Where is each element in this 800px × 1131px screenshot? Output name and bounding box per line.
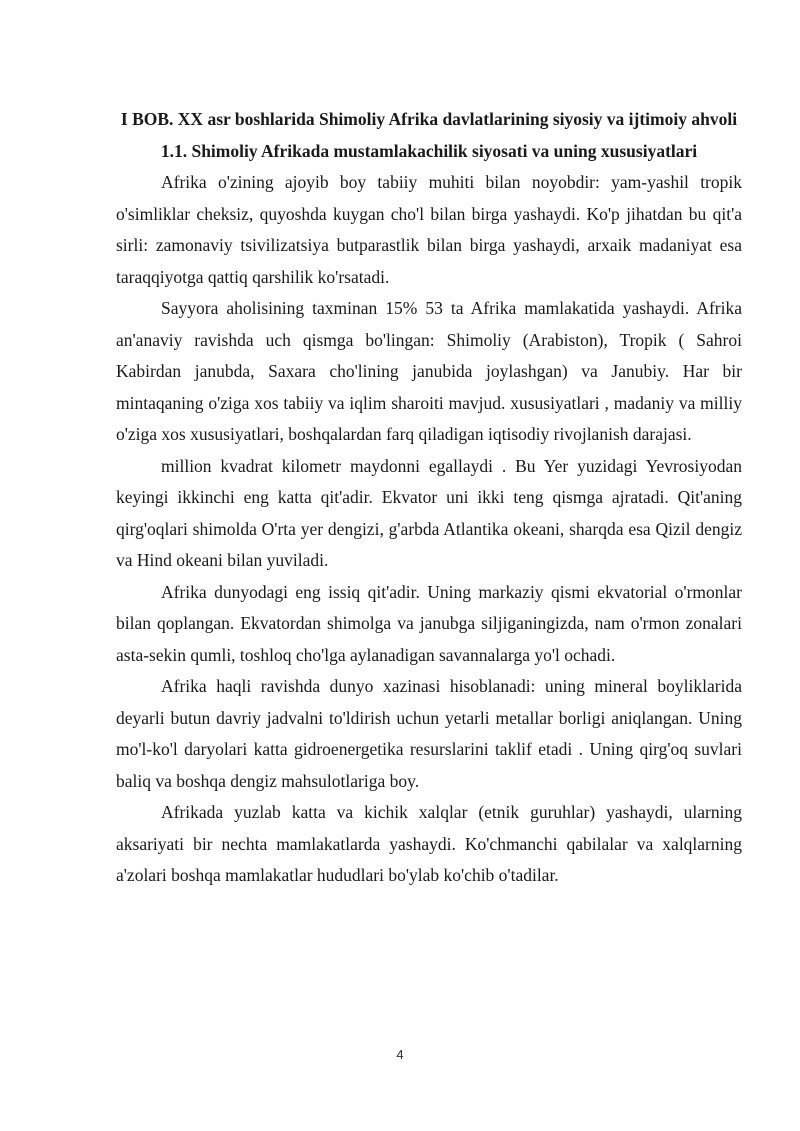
paragraph: million kvadrat kilometr maydonni egallaydi . Bu Yer yuzidagi Yevrosiyodan keyingi ikkinchi eng katta qit'adir. Ekvator uni ikki teng qismga ajratadi. Qit'aning qirg'oqlari shimolda O'rta yer dengizi, g'arbda Atlantika okeani, sharqda esa Qizil dengiz va Hind okeani bilan yuviladi.: [116, 455, 742, 570]
section-title: 1.1. Shimoliy Afrikada mustamlakachilik siyosati va uning xususiyatlari: [160, 140, 698, 161]
paragraph: Sayyora aholisining taxminan 15% 53 ta Afrika mamlakatida yashaydi. Afrika an'anaviy ravishda uch qismga bo'lingan: Shimoliy (Arabiston), Tropik ( Sahroi Kabirdan janubda, Saxara cho'lining janubida joylashgan) va Janubiy. Har bir mintaqaning o'ziga xos tabiiy va iqlim sharoiti mavjud. xususiyatlari , madaniy va milliy o'ziga xos xususiyatlari, boshqalardan farq qiladigan iqtisodiy rivojlanish darajasi.: [116, 298, 742, 444]
page-number: 4: [396, 1047, 404, 1062]
paragraph: Afrika o'zining ajoyib boy tabiiy muhiti bilan noyobdir: yam-yashil tropik o'simliklar cheksiz, quyoshda kuygan cho'l bilan birga yashaydi. Ko'p jihatdan bu qit'a sirli: zamonaviy tsivilizatsiya butparastlik bilan birga yashaydi, arxaik madaniyat esa taraqqiyotga qattiq qarshilik ko'rsatadi.: [116, 172, 742, 287]
page-content: [116, 104, 742, 892]
paragraph: Afrika dunyodagi eng issiq qit'adir. Uning markaziy qismi ekvatorial o'rmonlar bilan qoplangan. Ekvatordan shimolga va janubga siljiganingizda, nam o'rmon zonalari asta-sekin qumli, toshloq cho'lga aylanadigan savannalarga yo'l ochadi.: [116, 581, 742, 665]
paragraph: Afrika haqli ravishda dunyo xazinasi hisoblanadi: uning mineral boyliklarida deyarli butun davriy jadvalni to'ldirish uchun yetarli metallar borligi aniqlangan. Uning mo'l-ko'l daryolari katta gidroenergetika resurslarini taklif etadi . Uning qirg'oq suvlari baliq va boshqa dengiz mahsulotlariga boy.: [116, 676, 742, 791]
paragraph: Afrikada yuzlab katta va kichik xalqlar (etnik guruhlar) yashaydi, ularning aksariyati bir nechta mamlakatlarda yashaydi. Ko'chmanchi qabilalar va xalqlarning a'zolari boshqa mamlakatlar hududlari bo'ylab ko'chib o'tadilar.: [116, 802, 742, 885]
chapter-title: I BOB. XX asr boshlarida Shimoliy Afrika davlatlarining siyosiy va ijtimoiy ahvoli: [120, 109, 738, 129]
